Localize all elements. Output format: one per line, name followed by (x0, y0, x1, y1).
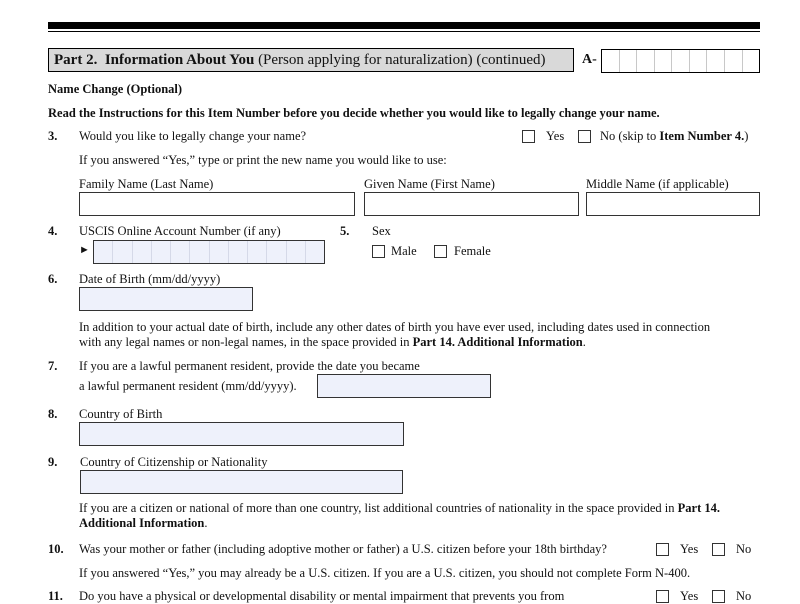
item-5-label: Sex (372, 224, 391, 238)
item-4-number: 4. (48, 224, 58, 238)
permanent-resident-date-input[interactable] (317, 374, 491, 398)
a-number-field[interactable] (601, 49, 760, 73)
male-checkbox[interactable] (372, 245, 385, 258)
male-label: Male (391, 244, 417, 258)
item-3-no-label: No (skip to Item Number 4.) (600, 129, 749, 143)
item-10-yes-checkbox[interactable] (656, 543, 669, 556)
item-11-question: Do you have a physical or developmental disability or mental impairment that prevents you from (79, 589, 565, 603)
family-name-input[interactable] (79, 192, 355, 216)
item-3-yes-checkbox[interactable] (522, 130, 535, 143)
item-11-no-label: No (736, 589, 752, 603)
name-change-heading: Name Change (Optional) (48, 82, 183, 96)
given-name-input[interactable] (364, 192, 579, 216)
item-10-number: 10. (48, 542, 64, 556)
item-11-no-checkbox[interactable] (712, 590, 725, 603)
item-9-note-line1: If you are a citizen or national of more than one country, list additional countries of nationality in the space provided in Part 14. (79, 501, 721, 515)
item-6-note-line2: with any legal names or non-legal names, in the space provided in Part 14. Additional Information. (79, 335, 586, 349)
item-5-number: 5. (340, 224, 350, 238)
part-title: Information About You (104, 52, 255, 68)
item-11-yes-label: Yes (680, 589, 699, 603)
middle-name-input[interactable] (586, 192, 760, 216)
item-7-number: 7. (48, 359, 58, 373)
item-3-yes-label: Yes (546, 129, 565, 143)
item-3-followup: If you answered “Yes,” type or print the new name you would like to use: (79, 153, 447, 167)
country-of-citizenship-input[interactable] (80, 470, 403, 494)
date-of-birth-input[interactable] (79, 287, 253, 311)
female-checkbox[interactable] (434, 245, 447, 258)
item-10-no-label: No (736, 542, 752, 556)
part-header (48, 48, 574, 72)
item-10-yes-label: Yes (680, 542, 699, 556)
item-3-question: Would you like to legally change your name? (79, 129, 307, 143)
item-11-yes-checkbox[interactable] (656, 590, 669, 603)
top-thick-rule (48, 22, 760, 29)
uscis-account-input[interactable] (93, 240, 325, 264)
item-3-no-checkbox[interactable] (578, 130, 591, 143)
item-10-question: Was your mother or father (including adoptive mother or father) a U.S. citizen before your 18th birthday? (79, 542, 607, 556)
item-8-label: Country of Birth (79, 407, 163, 421)
item-4-label: USCIS Online Account Number (if any) (79, 224, 281, 238)
item-3-number: 3. (48, 129, 58, 143)
item-11-number: 11. (48, 589, 63, 603)
country-of-birth-input[interactable] (79, 422, 404, 446)
item-6-number: 6. (48, 272, 58, 286)
item-9-label: Country of Citizenship or Nationality (80, 455, 268, 469)
given-name-label: Given Name (First Name) (364, 177, 495, 191)
middle-name-label: Middle Name (if applicable) (586, 177, 729, 191)
part-label: Part 2. (54, 52, 98, 68)
item-6-label: Date of Birth (mm/dd/yyyy) (79, 272, 221, 286)
name-change-instruction: Read the Instructions for this Item Number before you decide whether you would like to legally change your name. (48, 106, 660, 120)
item-9-note-line2: Additional Information. (79, 516, 208, 530)
female-label: Female (454, 244, 491, 258)
part-subtitle: (Person applying for naturalization) (continued) (258, 52, 546, 68)
item-6-note-line1: In addition to your actual date of birth, include any other dates of birth you have ever used, including dates used in connection (79, 320, 711, 334)
a-number-label: A- (582, 52, 597, 67)
item-7-line2: a lawful permanent resident (mm/dd/yyyy). (79, 379, 297, 393)
top-thin-rule (48, 31, 760, 32)
arrow-right-icon: ► (79, 244, 90, 256)
item-8-number: 8. (48, 407, 58, 421)
family-name-label: Family Name (Last Name) (79, 177, 214, 191)
item-10-no-checkbox[interactable] (712, 543, 725, 556)
item-9-number: 9. (48, 455, 58, 469)
item-7-line1: If you are a lawful permanent resident, provide the date you became (79, 359, 420, 373)
item-10-followup: If you answered “Yes,” you may already be a U.S. citizen. If you are a U.S. citizen, you should not complete Form N-400. (79, 566, 691, 580)
